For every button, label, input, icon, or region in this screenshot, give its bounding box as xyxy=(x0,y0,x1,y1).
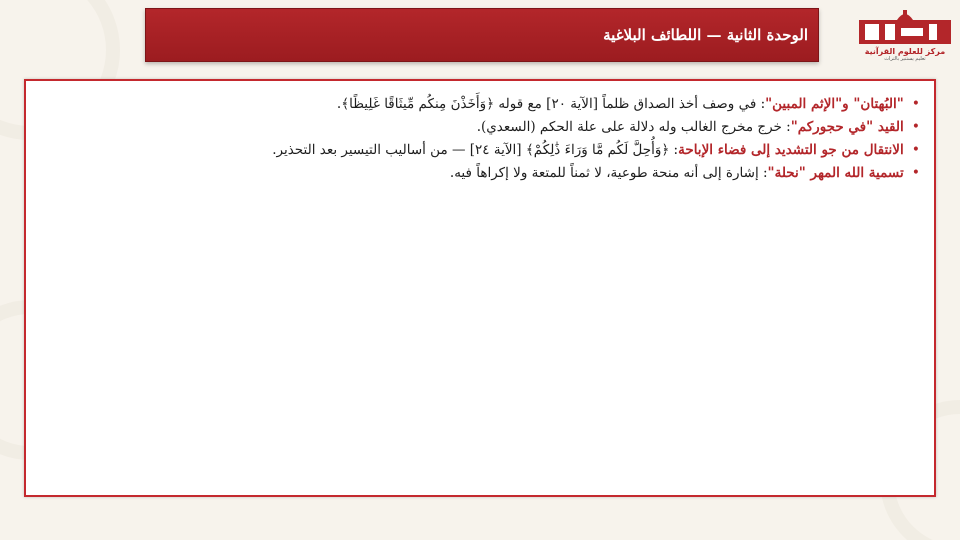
item-term: تسمية الله المهر "نحلة" xyxy=(767,165,904,181)
item-text: : في وصف أخذ الصداق ظلماً [الآية ٢٠] مع قوله ﴿وَأَخَذْنَ مِنكُم مِّيثَاقًا غَلِيظًا﴾. xyxy=(336,96,766,112)
list-item xyxy=(40,139,920,162)
logo-subtagline: تعليم يستنير بالتراث xyxy=(884,56,926,62)
item-text: : ﴿وَأُحِلَّ لَكُم مَّا وَرَاءَ ذَٰلِكُمْ﴾ [الآية ٢٤] — من أساليب التيسير بعد التحذير. xyxy=(272,142,679,158)
header-bar xyxy=(145,8,819,62)
logo xyxy=(855,6,955,66)
points-list xyxy=(40,93,920,185)
bullet-icon: • xyxy=(911,119,920,135)
bullet-icon: • xyxy=(911,96,920,112)
content-panel xyxy=(24,79,936,497)
item-term: الانتقال من جو التشديد إلى فضاء الإباحة xyxy=(678,142,904,158)
bullet-icon: • xyxy=(911,142,920,158)
logo-mark-icon xyxy=(857,6,953,46)
list-item xyxy=(40,93,920,116)
item-text: : إشارة إلى أنه منحة طوعية، لا ثمناً للمتعة ولا إكراهاً فيه. xyxy=(449,165,768,181)
page-title: الوحدة الثانية — اللطائف البلاغية xyxy=(603,26,808,44)
list-item xyxy=(40,116,920,139)
bullet-icon: • xyxy=(911,165,920,181)
logo-tagline: مركز للعلوم القرآنية xyxy=(864,47,946,56)
item-term: القيد "في حجوركم" xyxy=(790,119,904,135)
list-item xyxy=(40,162,920,185)
item-text: : خرج مخرج الغالب وله دلالة على علة الحكم (السعدي). xyxy=(476,119,791,135)
item-term: "البُهتان" و"الإثم المبين" xyxy=(765,96,904,112)
